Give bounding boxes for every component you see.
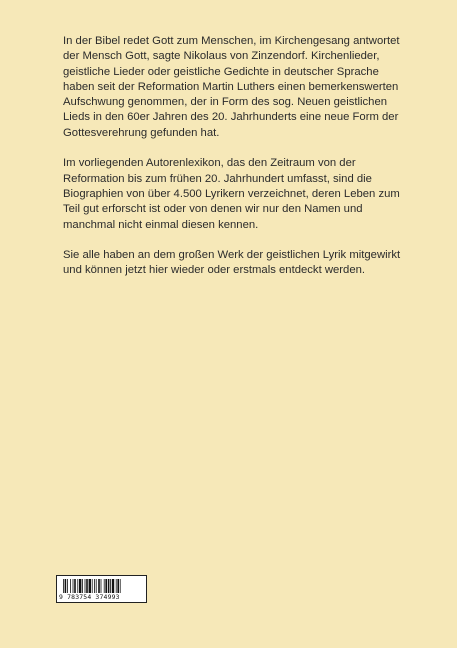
barcode-bar	[94, 579, 95, 593]
barcode-bar	[89, 579, 91, 593]
barcode-bar	[112, 579, 114, 593]
barcode-bar	[92, 579, 93, 593]
barcode-bar	[73, 579, 74, 593]
barcode-bar	[98, 579, 100, 593]
barcode-bar	[116, 579, 117, 593]
paragraph-lexicon: Im vorliegenden Autorenlexikon, das den Zeitraum von der Reformation bis zum frühen 20. Jahrhundert umfasst, sind die Biographien von über 4.500 Lyrikern verzeichnet, deren Leben zum Teil gut erforscht ist oder von denen wir nur den Namen und manchmal nicht einmal diesen kennen.	[63, 157, 400, 231]
barcode-bar	[110, 579, 111, 593]
barcode-bar	[77, 579, 78, 593]
barcode-bar	[104, 579, 105, 593]
barcode-digits: 9 783754 374993	[59, 593, 120, 601]
back-cover-text	[63, 34, 403, 294]
barcode-bar	[117, 579, 119, 593]
barcode-bar	[120, 579, 121, 593]
barcode-bar	[65, 579, 67, 593]
barcode-bar	[63, 579, 64, 593]
barcode-bar	[96, 579, 97, 593]
barcode-bar	[101, 579, 102, 593]
barcode-bar	[70, 579, 71, 593]
barcode-bar	[79, 579, 81, 593]
barcode-bar	[82, 579, 83, 593]
barcode-bar	[85, 579, 86, 593]
barcode-bar	[67, 579, 68, 593]
barcode-bar	[105, 579, 107, 593]
barcode-bar	[86, 579, 88, 593]
paragraph-closing: Sie alle haben an dem großen Werk der geistlichen Lyrik mitgewirkt und können jetzt hier wieder oder erstmals entdeckt werden.	[63, 249, 401, 277]
barcode-bar	[74, 579, 76, 593]
barcode-bar	[108, 579, 110, 593]
paragraph-intro: In der Bibel redet Gott zum Menschen, im Kirchengesang antwortet der Mensch Gott, sagte Nikolaus von Zinzendorf. Kirchenlieder, geistliche Lieder oder geistliche Gedichte in deutscher Sprache haben seit der Reformation Martin Luthers einen bemerkenswerten Aufschwung genommen, der in Form des sog. Neuen geistlichen Lieds in den 60er Jahren des 20. Jahrhunderts eine neue Form der Gottesverehrung gefunden hat.	[63, 35, 400, 139]
isbn-barcode	[56, 575, 147, 603]
barcode-bars	[63, 579, 143, 593]
